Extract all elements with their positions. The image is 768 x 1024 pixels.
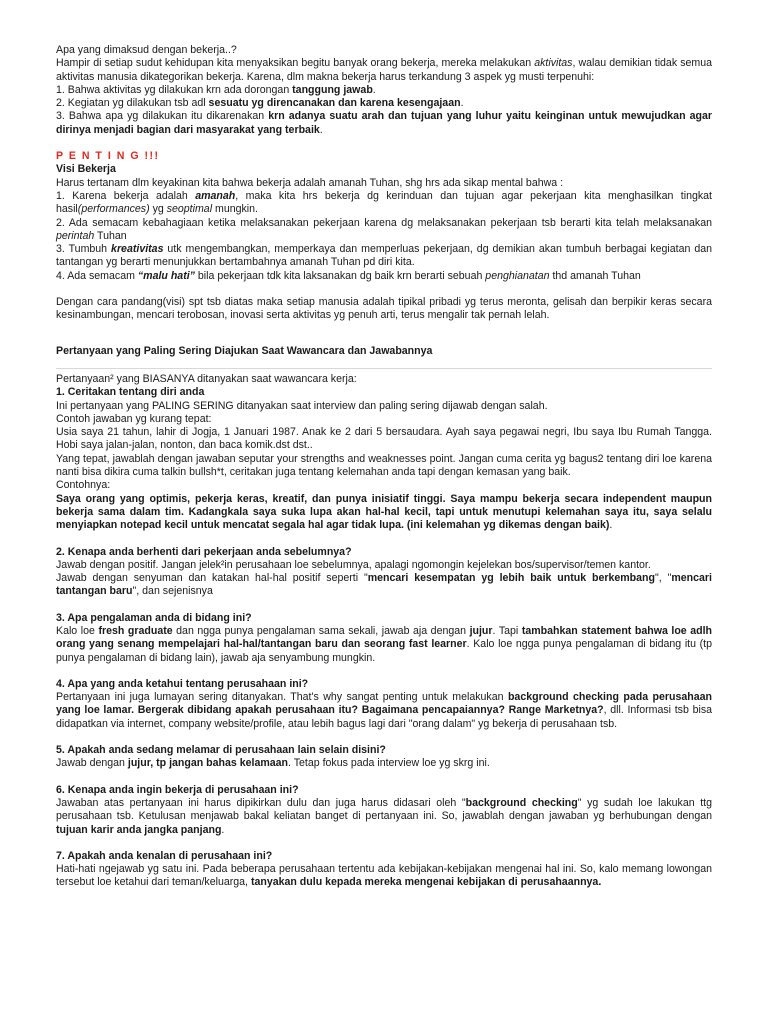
answer-text: Kalo loe fresh graduate dan ngga punya pengalaman sama sekali, jawab aja dengan jujur. Tapi tambahkan statement bahwa loe adlh orang yang senang mempelajari hal-hal/tantangan baru dan seorang fast learner. Kalo loe ngga punya pengalaman di bidang itu (tp punya pengalaman di bidang lain), jawab aja senyambung mungkin. [56,624,713,664]
answer-text: Contohnya: [56,479,111,492]
answer-example: Saya orang yang optimis, pekerja keras, kreatif, dan punya inisiatif tinggi. Saya mampu bekerja secara independent maupun bekerja sama dalam tim. Kadangkala saya suka lupa akan hal-hal kecil, tapi untuk menutupi kelemahan saya itu, saya selalu menyiapkan notepad kecil untuk mencatat segala hal agar tidak lupa. (ini kelemahan yg dikemas dengan baik). [56,492,712,532]
question-title: 1. Ceritakan tentang diri anda [56,386,205,399]
visi-item-2: 2. Ada semacam kebahagiaan ketika melaksanakan pekerjaan karena dg melaksanakan pekerjaan tsb berarti kita telah melaksanakan perintah Tuhan [56,216,712,242]
question-title: 6. Kenapa anda ingin bekerja di perusahaan ini? [56,783,299,796]
interview-section [56,345,712,890]
intro-section [56,44,712,137]
answer-text: Hati-hati ngejawab yg satu ini. Pada beberapa perusahaan tertentu ada kebijakan-kebijakan mengenai hal ini. So, kalo memang lowongan tersebut loe ketahui dari teman/keluarga, tanyakan dulu kepada mereka mengenai kebijakan di perusahaannya. [56,863,712,889]
visi-item-4: 4. Ada semacam “malu hati” bila pekerjaan tdk kita laksanakan dg baik krn berarti sebuah penghianatan thd amanah Tuhan [56,269,641,282]
question-6 [56,784,712,837]
question-title: 2. Kenapa anda berhenti dari pekerjaan anda sebelumnya? [56,545,352,558]
answer-text: Usia saya 21 tahun, lahir di Jogja, 1 Januari 1987. Anak ke 2 dari 5 bersaudara. Ayah saya pegawai negri, Ibu saya Ibu Rumah Tangga. Hobi saya jalan-jalan, nonton, dan baca komik.dst dst.. [56,426,712,452]
answer-text: Yang tepat, jawablah dengan jawaban seputar your strengths and weaknesses point. Jangan cuma cerita yg bagus2 tentang diri loe karena nanti bisa dikira cuma talkin bullsh*t, ceritakan juga tentang kelemahan anda tapi dengan kemasan yang baik. [56,452,712,479]
intro-aspect-2: 2. Kegiatan yg dilakukan tsb adl sesuatu yg direncanakan dan karena kesengajaan. [56,97,464,110]
answer-text: Ini pertanyaan yang PALING SERING ditanyakan saat interview dan paling sering dijawab dengan salah. [56,399,548,412]
penting-label: P E N T I N G !!! [56,150,160,163]
question-title: 7. Apakah anda kenalan di perusahaan ini? [56,849,273,862]
intro-aspect-3: 3. Bahwa apa yg dilakukan itu dikarenakan krn adanya suatu arah dan tujuan yang luhur yaitu keinginan untuk mewujudkan agar dirinya menjadi bagian dari masyarakat yang terbaik. [56,110,712,136]
section-divider [56,368,712,369]
question-title: 4. Apa yang anda ketahui tentang perusahaan ini? [56,677,309,690]
question-1 [56,386,712,532]
interview-lead: Pertanyaan² yang BIASANYA ditanyakan saat wawancara kerja: [56,372,357,385]
visi-section [56,150,712,323]
answer-text: Jawab dengan senyuman dan katakan hal-hal positif seperti "mencari kesempatan yg lebih baik untuk berkembang", "mencari tantangan baru", dan sejenisnya [56,572,712,598]
visi-item-1: 1. Karena bekerja adalah amanah, maka kita hrs bekerja dg kerinduan dan tujuan agar pekerjaan kita menghasilkan tingkat hasil(performances) yg seoptimal mungkin. [56,189,712,216]
answer-text: Jawab dengan jujur, tp jangan bahas kelamaan. Tetap fokus pada interview loe yg skrg ini. [56,757,490,770]
answer-text: Jawab dengan positif. Jangan jelek²in perusahaan loe sebelumnya, apalagi ngomongin kejelekan bos/supervisor/temen kantor. [56,558,651,571]
question-3 [56,612,712,665]
intro-paragraph: Hampir di setiap sudut kehidupan kita menyaksikan begitu banyak orang bekerja, mereka melakukan aktivitas, walau demikian tidak semua aktivitas manusia dikategorikan bekerja. Karena, dlm makna bekerja harus terkandung 3 aspek yg musti terpenuhi: [56,57,713,83]
intro-question: Apa yang dimaksud dengan bekerja..? [56,44,237,56]
question-title: 3. Apa pengalaman anda di bidang ini? [56,611,252,624]
visi-lead: Harus tertanam dlm keyakinan kita bahwa bekerja adalah amanah Tuhan, shg hrs ada sikap mental bahwa : [56,176,564,189]
question-4 [56,678,712,731]
interview-heading: Pertanyaan yang Paling Sering Diajukan Saat Wawancara dan Jawabannya [56,344,433,357]
visi-closing: Dengan cara pandang(visi) spt tsb diatas maka setiap manusia adalah tipikal pribadi yg terus meronta, gelisah dan berpikir keras secara kesinambungan, mencari terobosan, inovasi serta aktivitas yg penuh arti, terus mengalir tak pernah lelah. [56,296,712,322]
intro-aspect-1: 1. Bahwa aktivitas yg dilakukan krn ada dorongan tanggung jawab. [56,83,376,96]
answer-text: Contoh jawaban yg kurang tepat: [56,412,212,425]
question-title: 5. Apakah anda sedang melamar di perusahaan lain selain disini? [56,744,386,757]
visi-title: Visi Bekerja [56,163,116,176]
question-5 [56,744,712,771]
question-7 [56,850,712,890]
answer-text: Jawaban atas pertanyaan ini harus dipikirkan dulu dan juga harus didasari oleh "background checking" yg sudah loe lakukan ttg perusahaan tsb. Ketulusan menjawab bakal keliatan banget di pertanyaan ini. So, jawablah dengan jawaban yg berhubungan dengan tujuan karir anda jangka panjang. [56,796,712,836]
visi-item-3: 3. Tumbuh kreativitas utk mengembangkan, memperkaya dan memperluas pekerjaan, dg demikian akan tumbuh berbagai kegiatan dan tantangan yg berarti menunjukkan bertambahnya amanah Tuhan pd diri kita. [56,243,713,269]
answer-text: Pertanyaan ini juga lumayan sering ditanyakan. That's why sangat penting untuk melakukan background checking pada perusahaan yang loe lamar. Bergerak dibidang apakah perusahaan itu? Bagaimana pencapaiannya? Range Marketnya?, dll. Informasi tsb bisa didapatkan via internet, company website/profile, atau lebih bagus lagi dari "orang dalam" yg bekerja di perusahaan tsb. [56,691,713,730]
question-2 [56,546,712,599]
